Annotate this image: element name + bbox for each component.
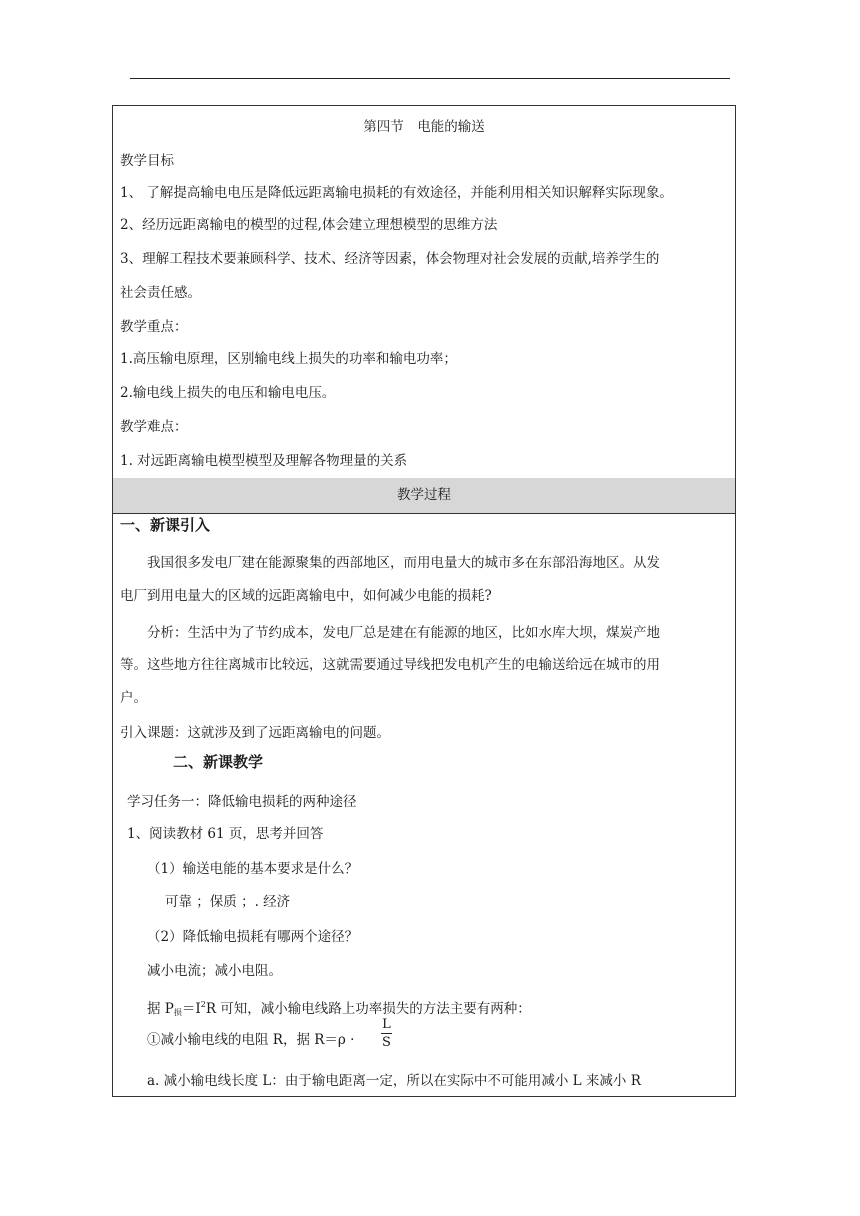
part1-paragraph-line: 引入课题：这就涉及到了远距离输电的问题。	[120, 725, 390, 741]
part1-paragraph-line: 分析：生活中为了节约成本，发电厂总是建在有能源的地区，比如水库大坝，煤炭产地	[147, 625, 660, 641]
divider	[113, 513, 735, 514]
fraction-numerator: L	[382, 1017, 391, 1032]
answer-1: 可靠 ；保质 ；. 经济	[165, 894, 291, 910]
method-a: a. 减小输电线长度 L：由于输电距离一定，所以在实际中不可能用减小 L 来减小 R	[147, 1073, 641, 1089]
key-point-2: 2.输电线上损失的电压和输电电压。	[120, 385, 336, 401]
formula-prefix: 据 P	[147, 1001, 174, 1017]
formula-mid: ＝I	[181, 1001, 201, 1017]
fraction-l-over-s	[381, 1017, 392, 1050]
formula-subscript: 损	[173, 1008, 182, 1017]
method-1: ①减小输电线的电阻 R，据 R＝ρ ·	[147, 1032, 355, 1048]
objective-1: 1、 了解提高输电电压是降低远距离输电损耗的有效途径，并能利用相关知识解释实际现象。	[120, 185, 673, 201]
formula-superscript: 2	[200, 1000, 206, 1009]
formula-line	[147, 997, 531, 1021]
part1-paragraph-line: 我国很多发电厂建在能源聚集的西部地区，而用电量大的城市多在东部沿海地区。从发	[147, 555, 660, 571]
part1-heading: 一、新课引入	[120, 516, 211, 534]
part1-paragraph-line: 电厂到用电量大的区域的远距离输电中，如何减少电能的损耗?	[120, 588, 492, 604]
question-1: （1）输送电能的基本要求是什么？	[147, 861, 359, 877]
question-2: （2）降低输电损耗有哪两个途径？	[147, 929, 359, 945]
process-heading: 教学过程	[397, 487, 451, 503]
key-point-1: 1.高压输电原理，区别输电线上损失的功率和输电功率；	[120, 351, 457, 367]
part1-paragraph-line: 等。这些地方往往离城市比较远，这就需要通过导线把发电机产生的电输送给远在城市的用	[120, 657, 660, 673]
objective-3-cont: 社会责任感。	[120, 285, 201, 301]
objective-3: 3、理解工程技术要兼顾科学、技术、经济等因素，体会物理对社会发展的贡献,培养学生的	[120, 251, 660, 267]
difficulty-1: 1. 对远距离输电模型模型及理解各物理量的关系	[120, 453, 408, 469]
lesson-plan-table	[112, 105, 736, 1097]
formula-rest: R 可知，减小输电线路上功率损失的方法主要有两种：	[205, 1001, 531, 1017]
fraction-denominator: S	[382, 1035, 391, 1050]
answer-2: 减小电流；减小电阻。	[147, 963, 282, 979]
section-title: 第四节 电能的输送	[363, 119, 485, 135]
header-rule	[130, 78, 730, 79]
objective-2: 2、经历远距离输电的模型的过程,体会建立理想模型的思维方法	[120, 217, 498, 233]
difficulties-heading: 教学难点：	[120, 419, 188, 435]
part1-paragraph-line: 户。	[120, 690, 147, 706]
reading-prompt: 1、阅读教材 61 页，思考并回答	[127, 826, 324, 842]
fraction-bar	[381, 1033, 392, 1034]
part2-heading: 二、新课教学	[173, 753, 264, 771]
key-points-heading: 教学重点：	[120, 319, 188, 335]
task1-heading: 学习任务一：降低输电损耗的两种途径	[127, 794, 357, 810]
objectives-heading: 教学目标	[120, 153, 174, 169]
